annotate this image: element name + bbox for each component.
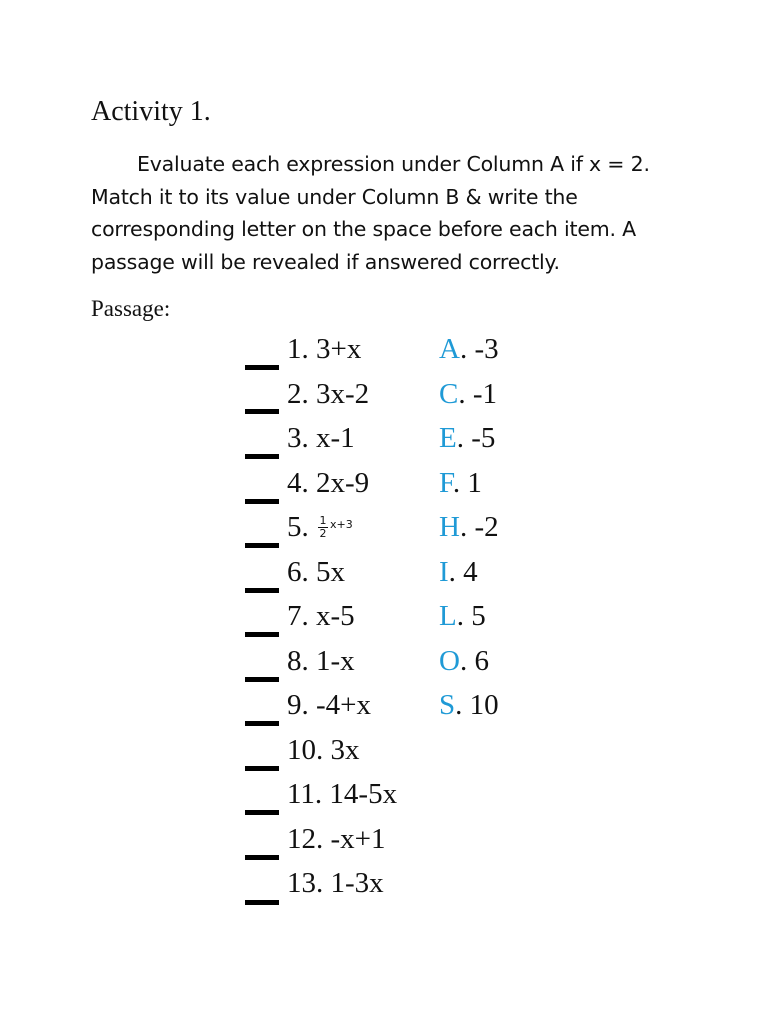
- choice-value: . 10: [455, 689, 499, 721]
- column-b-item: [439, 327, 499, 371]
- column-b-item: [439, 550, 478, 594]
- column-a-item: 3. x-1: [287, 422, 355, 454]
- choice-letter: S: [439, 689, 456, 721]
- choice-value: . -5: [456, 422, 496, 454]
- choice-value: . -1: [458, 377, 498, 410]
- choice-letter: H: [439, 511, 460, 543]
- fraction: [318, 515, 328, 540]
- column-a-item: 4. 2x-9: [287, 466, 370, 499]
- choice-value: . 1: [452, 466, 482, 499]
- column-b-item: [439, 594, 486, 638]
- choice-value: . 4: [448, 555, 478, 588]
- choice-letter: E: [439, 422, 457, 454]
- column-a-item: 11. 14-5x: [287, 778, 398, 810]
- answer-blank-12[interactable]: [245, 855, 279, 860]
- column-a-item-number: 5.: [287, 511, 316, 543]
- column-a-item: 1. 3+x: [287, 333, 362, 365]
- instructions-paragraph: [91, 148, 691, 278]
- choice-value: . -3: [459, 333, 499, 365]
- column-a-item: 13. 1-3x: [287, 867, 384, 899]
- answer-blank-7[interactable]: [245, 632, 279, 637]
- choice-letter: O: [439, 644, 460, 677]
- column-a-item: 2. 3x-2: [287, 377, 370, 410]
- choice-value: . -2: [459, 511, 499, 543]
- fraction-numerator: 1: [319, 514, 327, 527]
- answer-blank-2[interactable]: [245, 409, 279, 414]
- instructions-text: Evaluate each expression under Column A if x = 2. Match it to its value under Column B & write the corresponding letter on the space before each item. A passage will be revealed if answered correctly.: [91, 152, 650, 274]
- column-b-item: [439, 639, 489, 683]
- column-b-item: [439, 372, 497, 416]
- column-a-item: 6. 5x: [287, 555, 345, 588]
- choice-letter: L: [439, 600, 457, 632]
- answer-blank-8[interactable]: [245, 677, 279, 682]
- passage-label: Passage:: [91, 296, 171, 321]
- answer-blank-3[interactable]: [245, 454, 279, 459]
- choice-value: . 5: [456, 600, 486, 632]
- column-a-item: 7. x-5: [287, 600, 355, 632]
- column-b-item: [439, 683, 499, 727]
- answer-blank-9[interactable]: [245, 721, 279, 726]
- answer-blank-1[interactable]: [245, 365, 279, 370]
- answer-blank-10[interactable]: [245, 766, 279, 771]
- column-a-item: 8. 1-x: [287, 644, 355, 677]
- answer-blank-5[interactable]: [245, 543, 279, 548]
- activity-title: Activity 1.: [91, 96, 211, 127]
- answer-blank-4[interactable]: [245, 499, 279, 504]
- column-b-item: [439, 461, 482, 505]
- column-a-item: 12. -x+1: [287, 822, 386, 855]
- choice-letter: C: [439, 377, 459, 410]
- column-a-item-fraction: [287, 505, 376, 549]
- column-a-item: 9. -4+x: [287, 689, 372, 721]
- choice-value: . 6: [459, 644, 489, 677]
- answer-blank-13[interactable]: [245, 900, 279, 905]
- column-a-item: 10. 3x: [287, 733, 360, 766]
- choice-letter: I: [439, 555, 449, 588]
- choice-letter: A: [439, 333, 460, 365]
- fraction-denominator: 2: [319, 527, 327, 540]
- answer-blank-11[interactable]: [245, 810, 279, 815]
- column-b-item: [439, 505, 499, 549]
- answer-blank-6[interactable]: [245, 588, 279, 593]
- column-b-item: [439, 416, 495, 460]
- fraction-remainder: x+3: [330, 518, 353, 531]
- choice-letter: F: [439, 466, 453, 499]
- fraction-expression: [316, 505, 376, 549]
